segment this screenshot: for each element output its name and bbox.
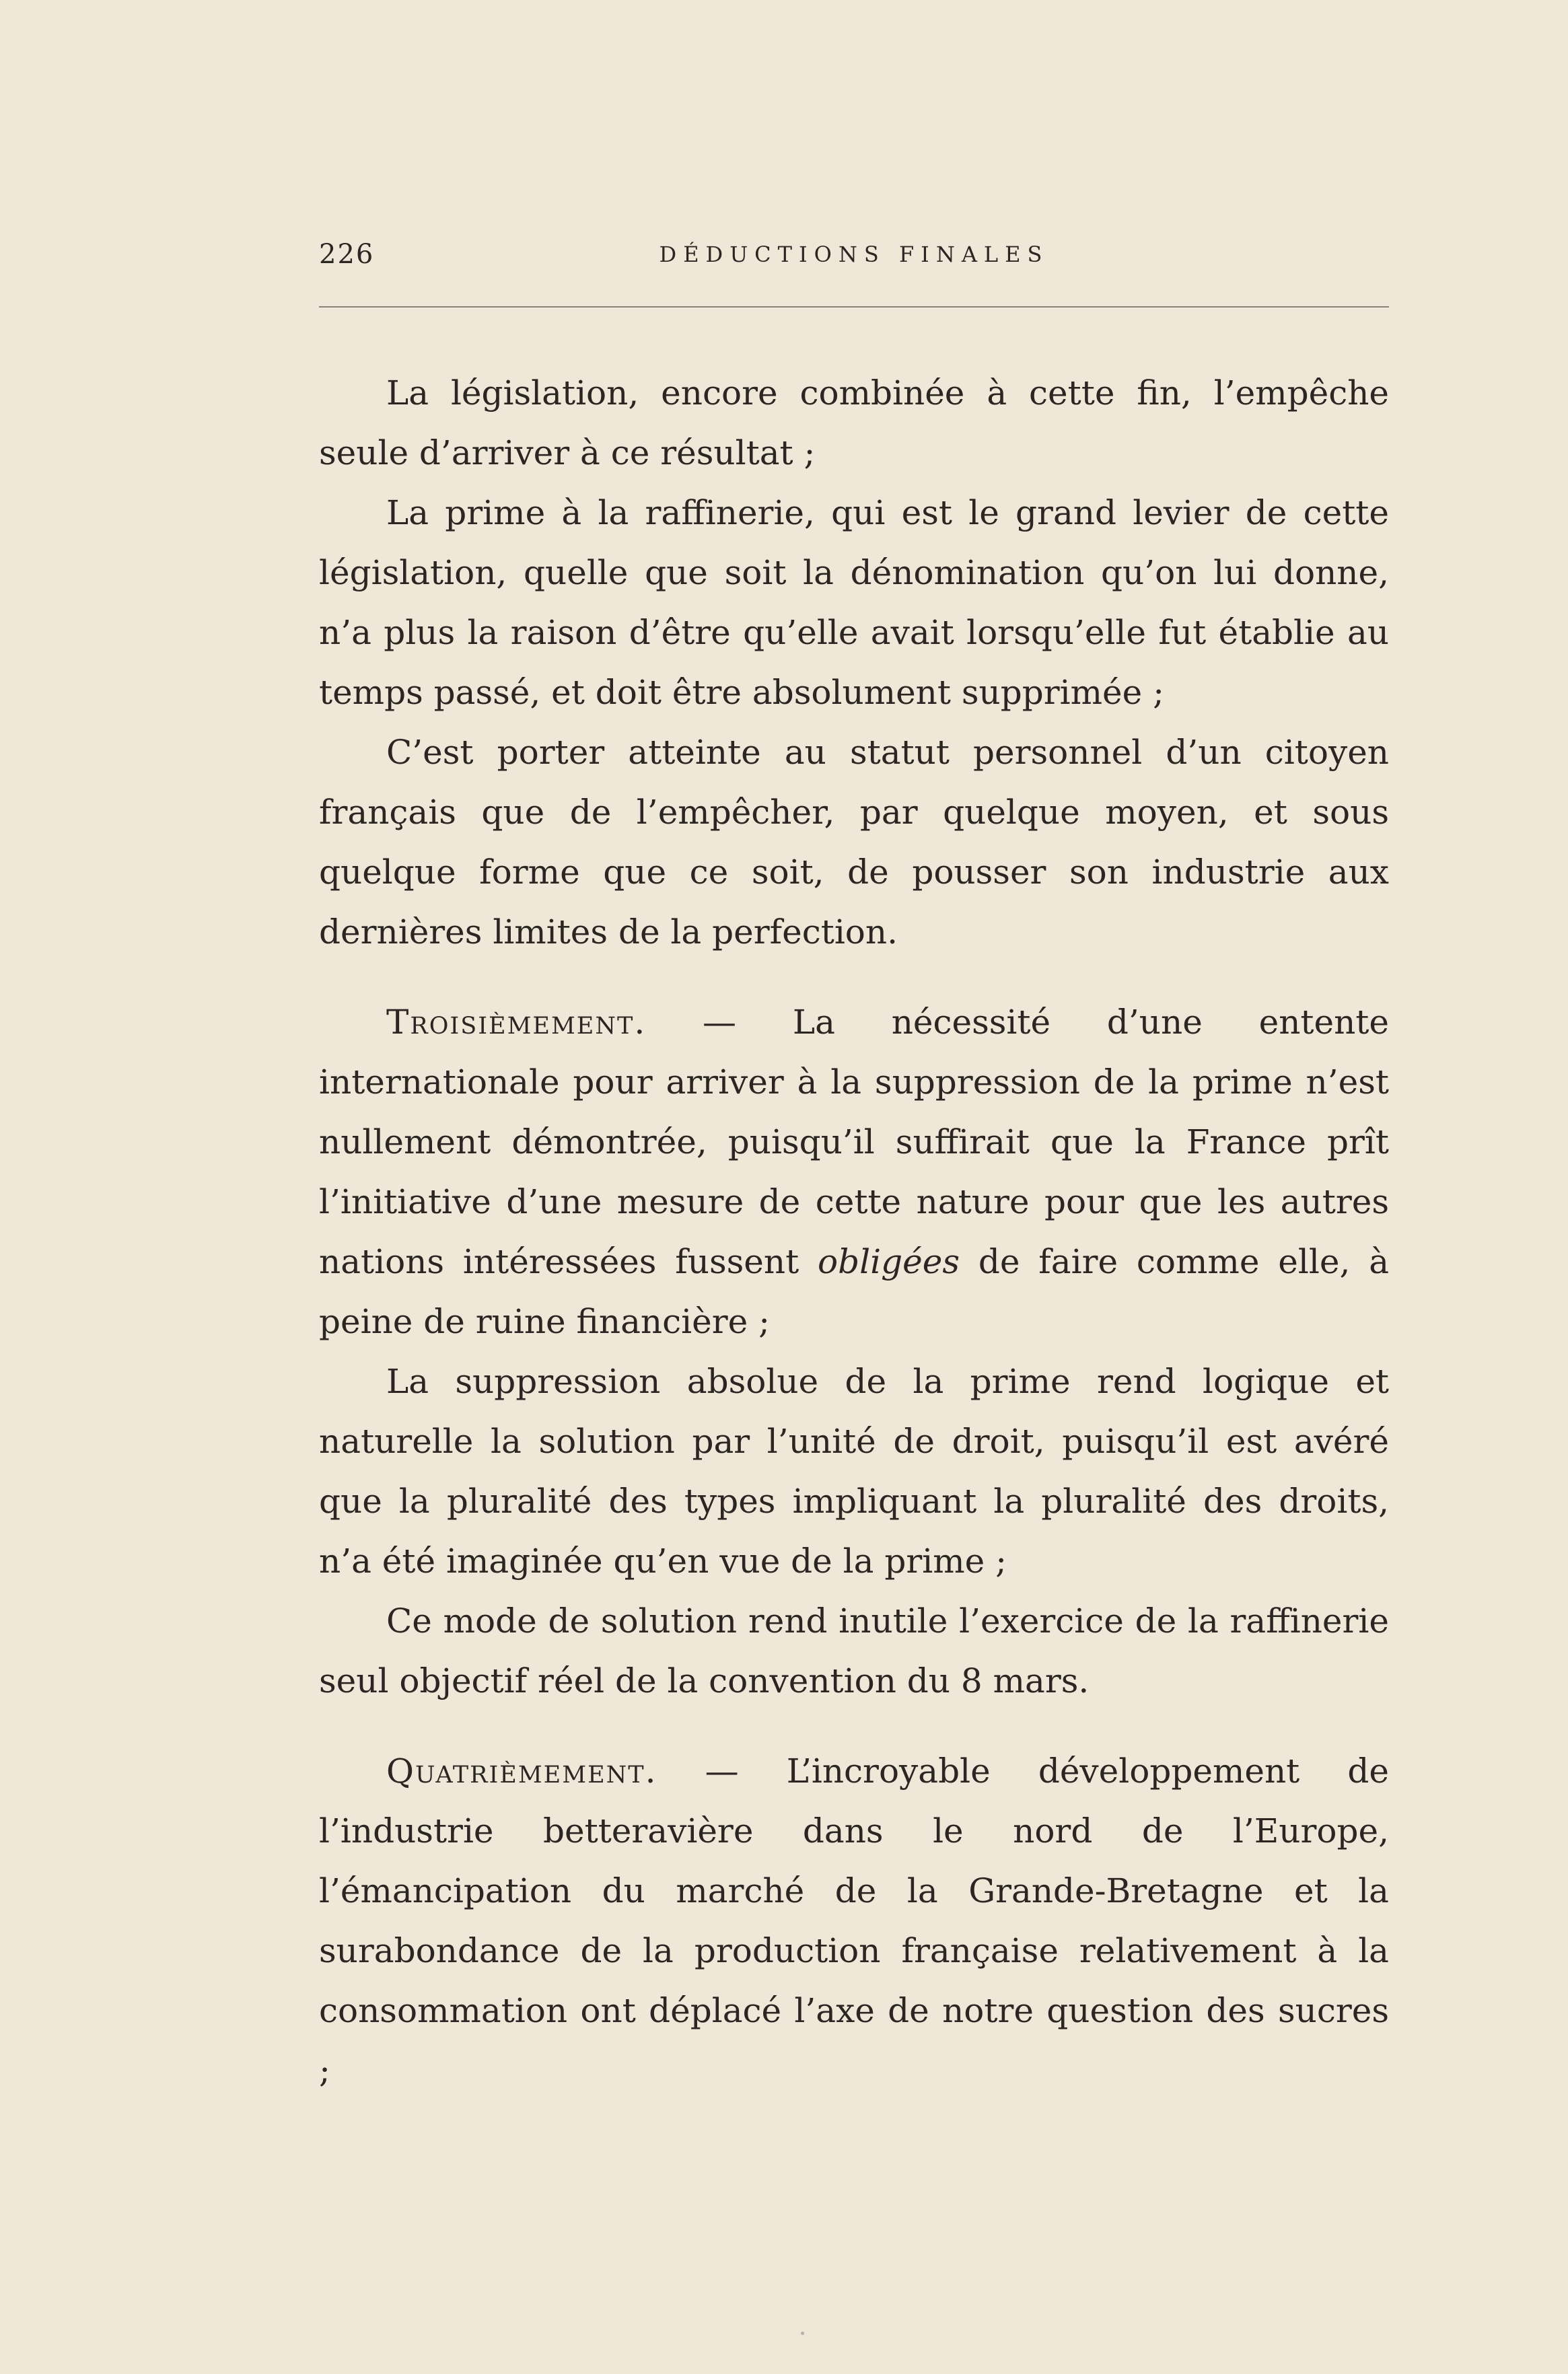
paragraph-1: La législation, encore combinée à cette fin, l’empêche seule d’arriver à ce résultat ;	[319, 373, 1389, 472]
running-head	[319, 239, 1389, 279]
emphasis-obligees: obligées	[818, 1242, 960, 1281]
paragraph-5: La suppression absolue de la prime rend logique et naturelle la solution par l’unité de droit, puisqu’il est avéré que la pluralité des types impliquant la pluralité des droits, n’a été imaginée qu’en vue de la prime ;	[319, 1362, 1389, 1581]
section-lead-quatriemement: Quatrièmement.	[386, 1752, 657, 1791]
paragraph-7-text: — L’incroyable développement de l’industrie betteravière dans le nord de l’Europe, l’émancipation du marché de la Grande-Bretagne et la surabondance de la production française relativement à la consommation ont déplacé l’axe de notre question des sucres ;	[319, 1752, 1389, 2090]
paragraph-6: Ce mode de solution rend inutile l’exercice de la raffinerie seul objectif réel de la convention du 8 mars.	[319, 1602, 1389, 1700]
section-lead-troisiemement: Troisièmement.	[386, 1003, 647, 1042]
paragraph-quatriemement	[319, 1741, 1389, 2101]
paragraph-troisiemement	[319, 993, 1389, 1352]
header-rule	[319, 306, 1389, 308]
paragraph-4-text-after: de faire comme elle, à peine de ruine financière ;	[319, 1242, 1389, 1341]
page-number: 226	[319, 239, 375, 270]
paragraph-4-text-before: — La nécessité d’une entente internationale pour arriver à la suppression de la prime n’est nullement démontrée, puisqu’il suffirait que la France prît l’initiative d’une mesure de cette nature pour que les autres nations intéressées fussent	[319, 1003, 1389, 1281]
body-text	[319, 363, 1389, 2101]
paper-speck	[801, 2332, 804, 2335]
paragraph-2: La prime à la raffinerie, qui est le grand levier de cette législation, quelle que soit la dénomination qu’on lui donne, n’a plus la raison d’être qu’elle avait lorsqu’elle fut établie au temps passé, et doit être absolument supprimée ;	[319, 493, 1389, 712]
paragraph-3: C’est porter atteinte au statut personnel d’un citoyen français que de l’empêcher, par quelque moyen, et sous quelque forme que ce soit, de pousser son industrie aux dernières limites de la perfection.	[319, 733, 1389, 951]
running-title: DÉDUCTIONS FINALES	[659, 242, 1049, 267]
